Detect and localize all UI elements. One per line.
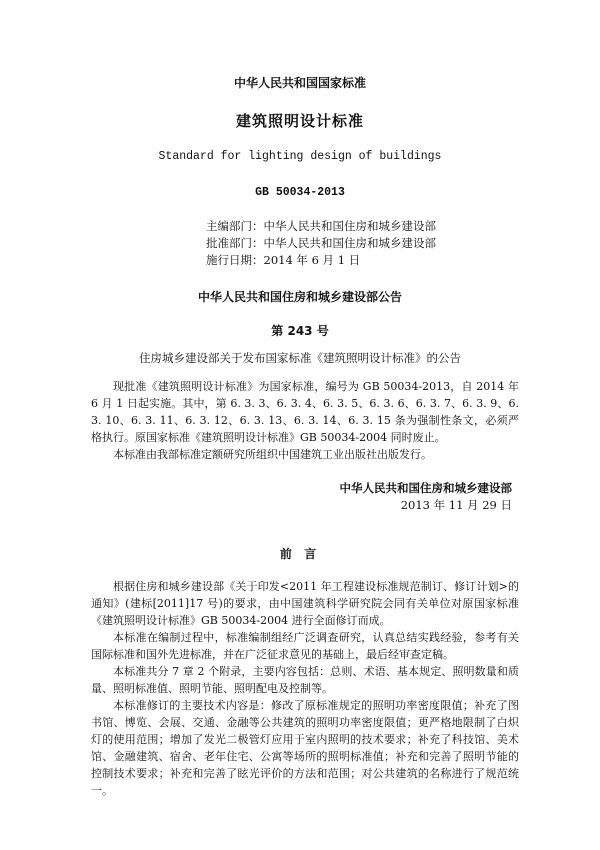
- preface-heading: 前 言: [279, 547, 321, 561]
- standard-code: GB 50034-2013: [255, 186, 345, 199]
- preface-paragraph: 本标准在编制过程中，标准编制组经广泛调查研究，认真总结实践经验，参考有关国际标准和国外先进标准，并在广泛征求意见的基础上，最后经审查定稿。: [91, 631, 519, 661]
- announcement-paragraph: 现批准《建筑照明设计标准》为国家标准，编号为 GB 50034-2013，自 2014 年 6 月 1 日起实施。其中，第 6. 3. 3、6. 3. 4、6. 3. 5、6. 3. 6、6. 3. 7、6. 3. 9、6. 3. 10、6. 3. 11、6. 3. 12、6. 3. 13、6. 3. 14、6. 3. 15 条为强制性条文，必须严格执行。原国家标准《建筑照明设计标准》GB 50034-2004 同时废止。: [91, 380, 519, 444]
- chief-editor-line: 主编部门：中华人民共和国住房和城乡建设部: [206, 219, 436, 233]
- announcement-issuer: 中华人民共和国住房和城乡建设部公告: [197, 290, 402, 304]
- announcement-title: 住房城乡建设部关于发布国家标准《建筑照明设计标准》的公告: [139, 351, 461, 365]
- announcement-number: 第 243 号: [271, 324, 329, 338]
- english-title: Standard for lighting design of buildings: [158, 150, 442, 163]
- preface-paragraph: 根据住房和城乡建设部《关于印发<2011 年工程建设标准规范制订、修订计划>的通知》(建标[2011]17 号)的要求，由中国建筑科学研究院会同有关单位对原国家标准《建筑照明设计标准》GB 50034-2004 进行全面修订而成。: [91, 580, 519, 627]
- publisher-line: 中华人民共和国国家标准: [233, 76, 366, 90]
- announcement-body: [91, 378, 519, 463]
- preface-paragraph: 本标准共分 7 章 2 个附录，主要内容包括：总则、术语、基本规定、照明数量和质量、照明标准值、照明节能、照明配电及控制等。: [91, 665, 519, 695]
- preface-body: [91, 578, 519, 799]
- approver-line: 批准部门：中华人民共和国住房和城乡建设部: [206, 236, 436, 250]
- effective-date-line: 施行日期：2014 年 6 月 1 日: [206, 253, 361, 267]
- signature-date: 2013 年 11 月 29 日: [400, 498, 512, 512]
- standard-title: 建筑照明设计标准: [235, 112, 364, 130]
- signature-org: 中华人民共和国住房和城乡建设部: [339, 481, 512, 495]
- announcement-paragraph: 本标准由我部标准定额研究所组织中国建筑工业出版社出版发行。: [113, 448, 432, 461]
- meta-block: [206, 218, 436, 269]
- signature-block: [340, 480, 513, 514]
- preface-paragraph: 本标准修订的主要技术内容是：修改了原标准规定的照明功率密度限值；补充了图书馆、博览、会展、交通、金融等公共建筑的照明功率密度限值；更严格地限制了白炽灯的使用范围；增加了发光二极管灯应用于室内照明的技术要求；补充了科技馆、美术馆、金融建筑、宿舍、老年住宅、公寓等场所的照明标准值；补充和完善了照明节能的控制技术要求；补充和完善了眩光评价的方法和范围；对公共建筑的名称进行了规范统一。: [91, 699, 519, 797]
